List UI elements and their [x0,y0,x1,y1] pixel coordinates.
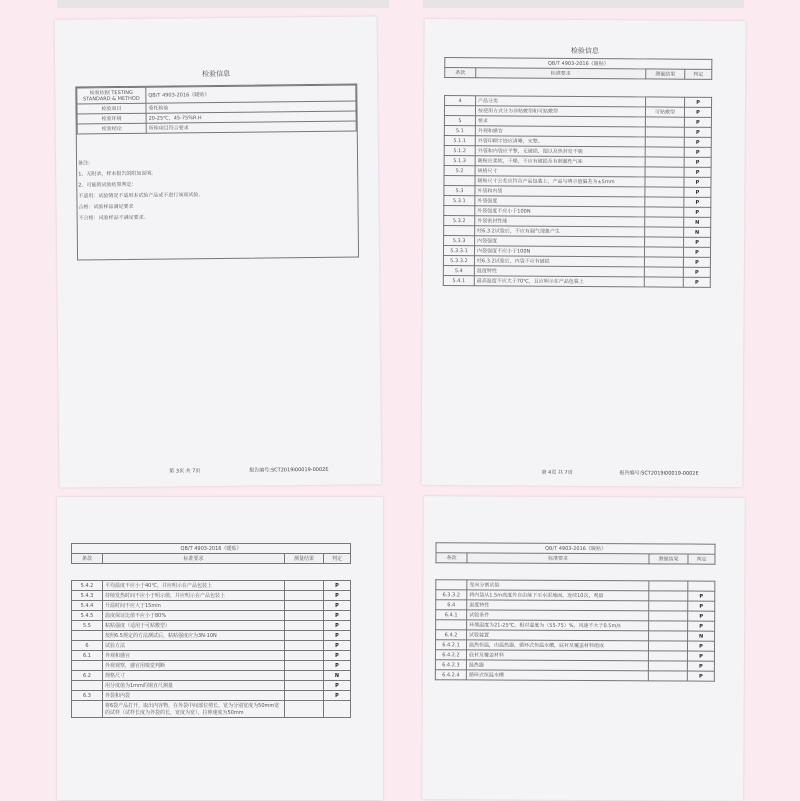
result-cell [649,601,688,611]
requirement-cell: 将内袋从1.5m高度外自由落下至水泥地面，连续10次，观察 [467,590,649,601]
verdict-cell: P [684,127,711,137]
requirement-cell: 外袋和内袋应平整，无破损，图以及热封处不脱 [475,146,645,157]
requirement-cell: 底衬及覆盖材料 [466,650,648,661]
report-page-inspection-info [55,16,382,487]
report-page-test-results-2 [57,497,383,800]
requirement-cell: 外袋强度不应小于100N [475,206,645,217]
clause-cell: 5.3.2 [444,216,475,226]
clause-cell: 5.3 [444,186,475,196]
verdict-cell: N [684,217,711,227]
results-table [443,95,712,288]
result-cell [645,187,684,197]
result-cell [645,117,684,127]
verdict-cell: P [324,591,351,601]
verdict-cell: P [324,661,351,671]
header-result: 测量结果 [285,554,324,564]
verdict-cell: P [685,97,712,107]
result-cell [645,127,684,137]
clause-cell: 6.4.2.3 [435,660,466,670]
requirement-cell: 按照6.5规定的方法测试后，粘贴强度应为3N-10N [103,631,285,641]
clause-cell: 4 [445,96,476,106]
verdict-cell: P [684,177,711,187]
result-cell [645,227,684,237]
result-cell [285,621,324,631]
requirement-cell: 外袋和内袋 [103,691,285,701]
clause-cell: 6.4.2 [436,630,467,640]
header-result: 测量结果 [649,554,688,564]
result-cell [285,651,324,661]
requirement-cell: 环境温度为21-25℃，相对湿度为（55-75）%，风速不大于0.5m/s [467,620,649,631]
result-cell [644,247,683,257]
clause-cell [72,681,103,691]
verdict-cell: P [684,197,711,207]
result-cell [285,701,324,718]
result-cell [646,97,685,107]
result-cell: 可贴敷型 [645,107,684,117]
verdict-cell: P [687,641,714,651]
remark-line: 备注: [78,160,90,167]
clause-cell: 6.4.2.1 [435,640,466,650]
verdict-cell: P [324,691,351,701]
clause-cell: 5.2 [444,166,475,176]
verdict-cell: P [324,681,351,691]
page-number: 第 3页 共 7页 [169,468,201,475]
verdict-cell: P [683,257,710,267]
clause-cell [72,661,103,671]
clause-cell: 5.1.3 [444,156,475,166]
clause-cell: 5.1.2 [444,146,475,156]
table-row [443,276,710,288]
clause-cell [444,176,475,186]
verdict-cell: P [688,601,715,611]
verdict-cell: P [324,641,351,651]
clause-cell [444,206,475,216]
requirement-cell: 温热恒温，由温热器，循环式恒温水槽，底衬及覆盖材料组成 [466,640,648,651]
header-verdict: 判定 [685,69,712,79]
requirement-cell: 要求 [475,116,645,127]
table-row [72,701,351,718]
clause-cell: 6.1 [72,651,103,661]
header-clause: 条款 [445,68,476,78]
requirement-cell: 最高温度不应大于70℃，且应明示在产品包装上 [474,276,644,287]
header-requirement: 标准要求 [467,553,649,564]
clause-cell: 6 [72,641,103,651]
table-row [72,611,351,621]
requirement-cell: 外袋印刷字迹应清晰，完整。 [475,136,645,147]
requirement-cell: 试验装置 [467,630,649,641]
remark-line: 2、可能的试验结果判定: [78,181,134,189]
requirement-cell: 变向分割试验 [467,580,649,591]
standard-name: QB/T 4903-2016《暖贴》 [436,543,715,554]
report-page-test-results-1 [421,19,745,487]
info-value: 20-25℃，45-75%R.H [146,111,356,123]
table-row [72,581,351,591]
requirement-cell: 外观观察，感官用嗅觉判断 [103,661,285,671]
requirement-cell: 持续发热时间不应小于明示值，并应明示在产品包装上 [103,591,285,601]
header-result: 测量结果 [646,69,685,79]
clause-cell: 5.4.3 [72,591,103,601]
clause-cell [436,620,467,630]
clause-cell: 5.3.3.2 [443,256,474,266]
verdict-cell: P [324,651,351,661]
remark-line: 不适用：试验情况不适用本试验产品或不进行该项试验。 [78,192,204,200]
requirement-cell: 试验方法 [103,641,285,651]
clause-cell: 5.1 [444,126,475,136]
verdict-cell: N [324,671,351,681]
requirement-cell: 按使用方式分为非贴敷型和可贴敷型 [475,106,645,117]
clause-cell: 6.4.1 [436,610,467,620]
clause-cell [72,701,103,718]
clause-cell: 5.3.3.1 [443,246,474,256]
requirement-cell: 循环式恒温水槽 [466,670,648,681]
result-cell [285,681,324,691]
requirement-cell: 温热器 [466,660,648,671]
verdict-cell: P [687,671,714,681]
info-value: 委托检验 [146,101,356,113]
header-clause: 条款 [436,553,467,563]
result-cell [644,257,683,267]
results-header-table [71,543,351,564]
clause-cell [444,226,475,236]
page-title: 检验信息 [202,69,231,79]
requirement-cell: 产品分类 [476,96,646,107]
clause-cell: 5.1.1 [444,136,475,146]
remark-line: 合格：试验样品满足要求 [78,203,134,211]
requirement-cell: 内袋强度 [475,236,645,247]
table-row [72,631,351,641]
table-row [72,641,351,651]
requirement-cell: 外袋强度 [475,196,645,207]
verdict-cell: P [684,137,711,147]
clause-cell [72,631,103,641]
table-row [72,601,351,611]
clause-cell: 5.5 [72,621,103,631]
verdict-cell: P [684,167,711,177]
requirement-cell: 粘贴强度（适用于可贴敷型） [103,621,285,631]
result-cell [645,137,684,147]
result-cell [645,147,684,157]
requirement-cell: 内袋强度不应小于100N [474,246,644,257]
results-header-table [444,57,712,80]
verdict-cell: P [324,611,351,621]
clause-cell: 5.4.2 [72,581,103,591]
result-cell [285,631,324,641]
result-cell [649,631,688,641]
verdict-cell: P [687,651,714,661]
result-cell [645,237,684,247]
result-cell [285,611,324,621]
result-cell [644,267,683,277]
verdict-cell: P [684,117,711,127]
verdict-cell: P [324,581,351,591]
result-cell [285,671,324,681]
clause-cell [444,106,475,116]
requirement-cell: 升温时间不应大于15min [103,601,285,611]
verdict-cell: P [683,247,710,257]
verdict-cell: P [324,621,351,631]
table-row [77,121,356,134]
clause-cell: 5.4.4 [72,601,103,611]
clause-cell: 6.3 [72,691,103,701]
requirement-cell: 温度特性 [467,600,649,611]
table-row [72,591,351,601]
requirement-cell: 试验条件 [467,610,649,621]
standard-name: QB/T 4903-2016《暖贴》 [72,544,351,554]
result-cell [285,591,324,601]
requirement-cell: 将6袋产品打开，取出内容物，在外袋中间部位剪长，宽为分别宽度为50mm宽的试样（试样长度为外袋的长，宽度为宽），拉伸速度为50mm [103,701,285,718]
info-table [76,85,356,135]
info-value: QB/T 4903-2016《暖贴》 [146,85,356,103]
page-title: 检验信息 [570,46,599,56]
report-number: 报告编号:SCT2019I00019-0002E [619,470,699,477]
header-verdict: 判定 [324,554,351,564]
verdict-cell [324,701,351,718]
clause-cell: 5.4 [443,266,474,276]
verdict-cell: P [684,147,711,157]
info-value: 所检项目符合要求 [146,121,356,133]
clause-cell: 5.4.1 [443,276,474,286]
report-page-test-results-3 [422,496,745,801]
result-cell [645,157,684,167]
report-number: 报告编号:SCT2019I00019-0002E [249,466,329,474]
prev-page-edge-right [423,0,744,8]
verdict-cell [688,581,715,591]
result-cell [285,601,324,611]
requirement-cell: 规格尺寸 [475,166,645,177]
table-row [435,670,714,681]
result-cell [644,277,683,287]
prev-page-edge-left [57,0,389,8]
requirement-cell: 外观和感官 [103,651,285,661]
verdict-cell: P [687,661,714,671]
result-cell [645,167,684,177]
result-cell [645,207,684,217]
verdict-cell: P [688,621,715,631]
result-cell [648,651,687,661]
clause-cell: 6.4.2.2 [435,650,466,660]
info-label: 检验依据 TESTING STANDARD & METHOD [77,87,146,104]
result-cell [645,177,684,187]
verdict-cell: P [684,187,711,197]
verdict-cell: P [688,611,715,621]
requirement-cell: 规格尺寸 [103,671,285,681]
clause-cell: 6.2 [72,671,103,681]
result-cell [649,581,688,591]
clause-cell: 5.3.1 [444,196,475,206]
clause-cell [436,580,467,590]
result-cell [648,641,687,651]
table-row [72,651,351,661]
result-cell [285,581,324,591]
clause-cell: 6.4 [436,600,467,610]
standard-name: QB/T 4903-2016《暖贴》 [445,58,712,70]
requirement-cell: 外袋和内袋 [475,186,645,197]
result-cell [649,621,688,631]
table-row [72,661,351,671]
result-cell [649,591,688,601]
result-cell [645,197,684,207]
verdict-cell: P [684,107,711,117]
remark-line: 1、无附录，样本报告的附加说明。 [78,170,157,178]
info-label: 检验结论 [77,123,146,134]
page-number: 第 4页 共 7页 [541,469,573,476]
requirement-cell: 平均温度不应小于40℃，并应明示在产品包装上 [103,581,285,591]
verdict-cell: N [688,631,715,641]
remarks [78,157,204,224]
requirement-cell: 暖贴应柔软，干燥，不应有破损及有刺激性气味 [475,156,645,167]
verdict-cell: P [324,601,351,611]
verdict-cell: P [688,591,715,601]
clause-cell: 5 [444,116,475,126]
verdict-cell: P [684,157,711,167]
result-cell [285,661,324,671]
verdict-cell: P [684,207,711,217]
requirement-cell: 经6.3.2试验后，内袋不应有破损 [474,256,644,267]
info-label: 检验项目 [77,103,146,114]
requirement-cell: 外观和感官 [475,126,645,137]
requirement-cell: 温度保证比值不应小于80% [103,611,285,621]
clause-cell: 5.4.5 [72,611,103,621]
info-label: 检验环境 [77,113,146,124]
results-table [435,579,716,681]
clause-cell: 6.3.3.2 [436,590,467,600]
requirement-cell: 外袋密封性能 [475,216,645,227]
result-cell [649,611,688,621]
result-cell [648,671,687,681]
table-row [72,681,351,691]
remark-line: 不合格：试验样品不满足要求。 [78,214,149,222]
requirement-cell: 暖贴尺寸公差应符合产品包装上，产品与明示值偏差为±5mm [475,176,645,187]
verdict-cell: P [683,267,710,277]
result-cell [648,661,687,671]
verdict-cell: P [684,237,711,247]
verdict-cell: N [684,227,711,237]
table-row [72,621,351,631]
result-cell [285,691,324,701]
table-row [72,671,351,681]
clause-cell: 5.3.3 [444,236,475,246]
table-row [72,691,351,701]
header-clause: 条款 [72,554,103,564]
header-requirement: 标准要求 [476,68,646,79]
header-requirement: 标准要求 [103,554,285,564]
verdict-cell: P [324,631,351,641]
requirement-cell: 经6.3.2试验后，不应有漏气现象产生 [475,226,645,237]
header-verdict: 判定 [688,554,715,564]
requirement-cell: 用分度值为1mm的钢直尺测量 [103,681,285,691]
requirement-cell: 温度特性 [474,266,644,277]
verdict-cell: P [683,277,710,287]
results-header-table [435,542,715,564]
result-cell [285,641,324,651]
clause-cell: 6.4.2.4 [435,670,466,680]
results-table [71,580,351,718]
result-cell [645,217,684,227]
